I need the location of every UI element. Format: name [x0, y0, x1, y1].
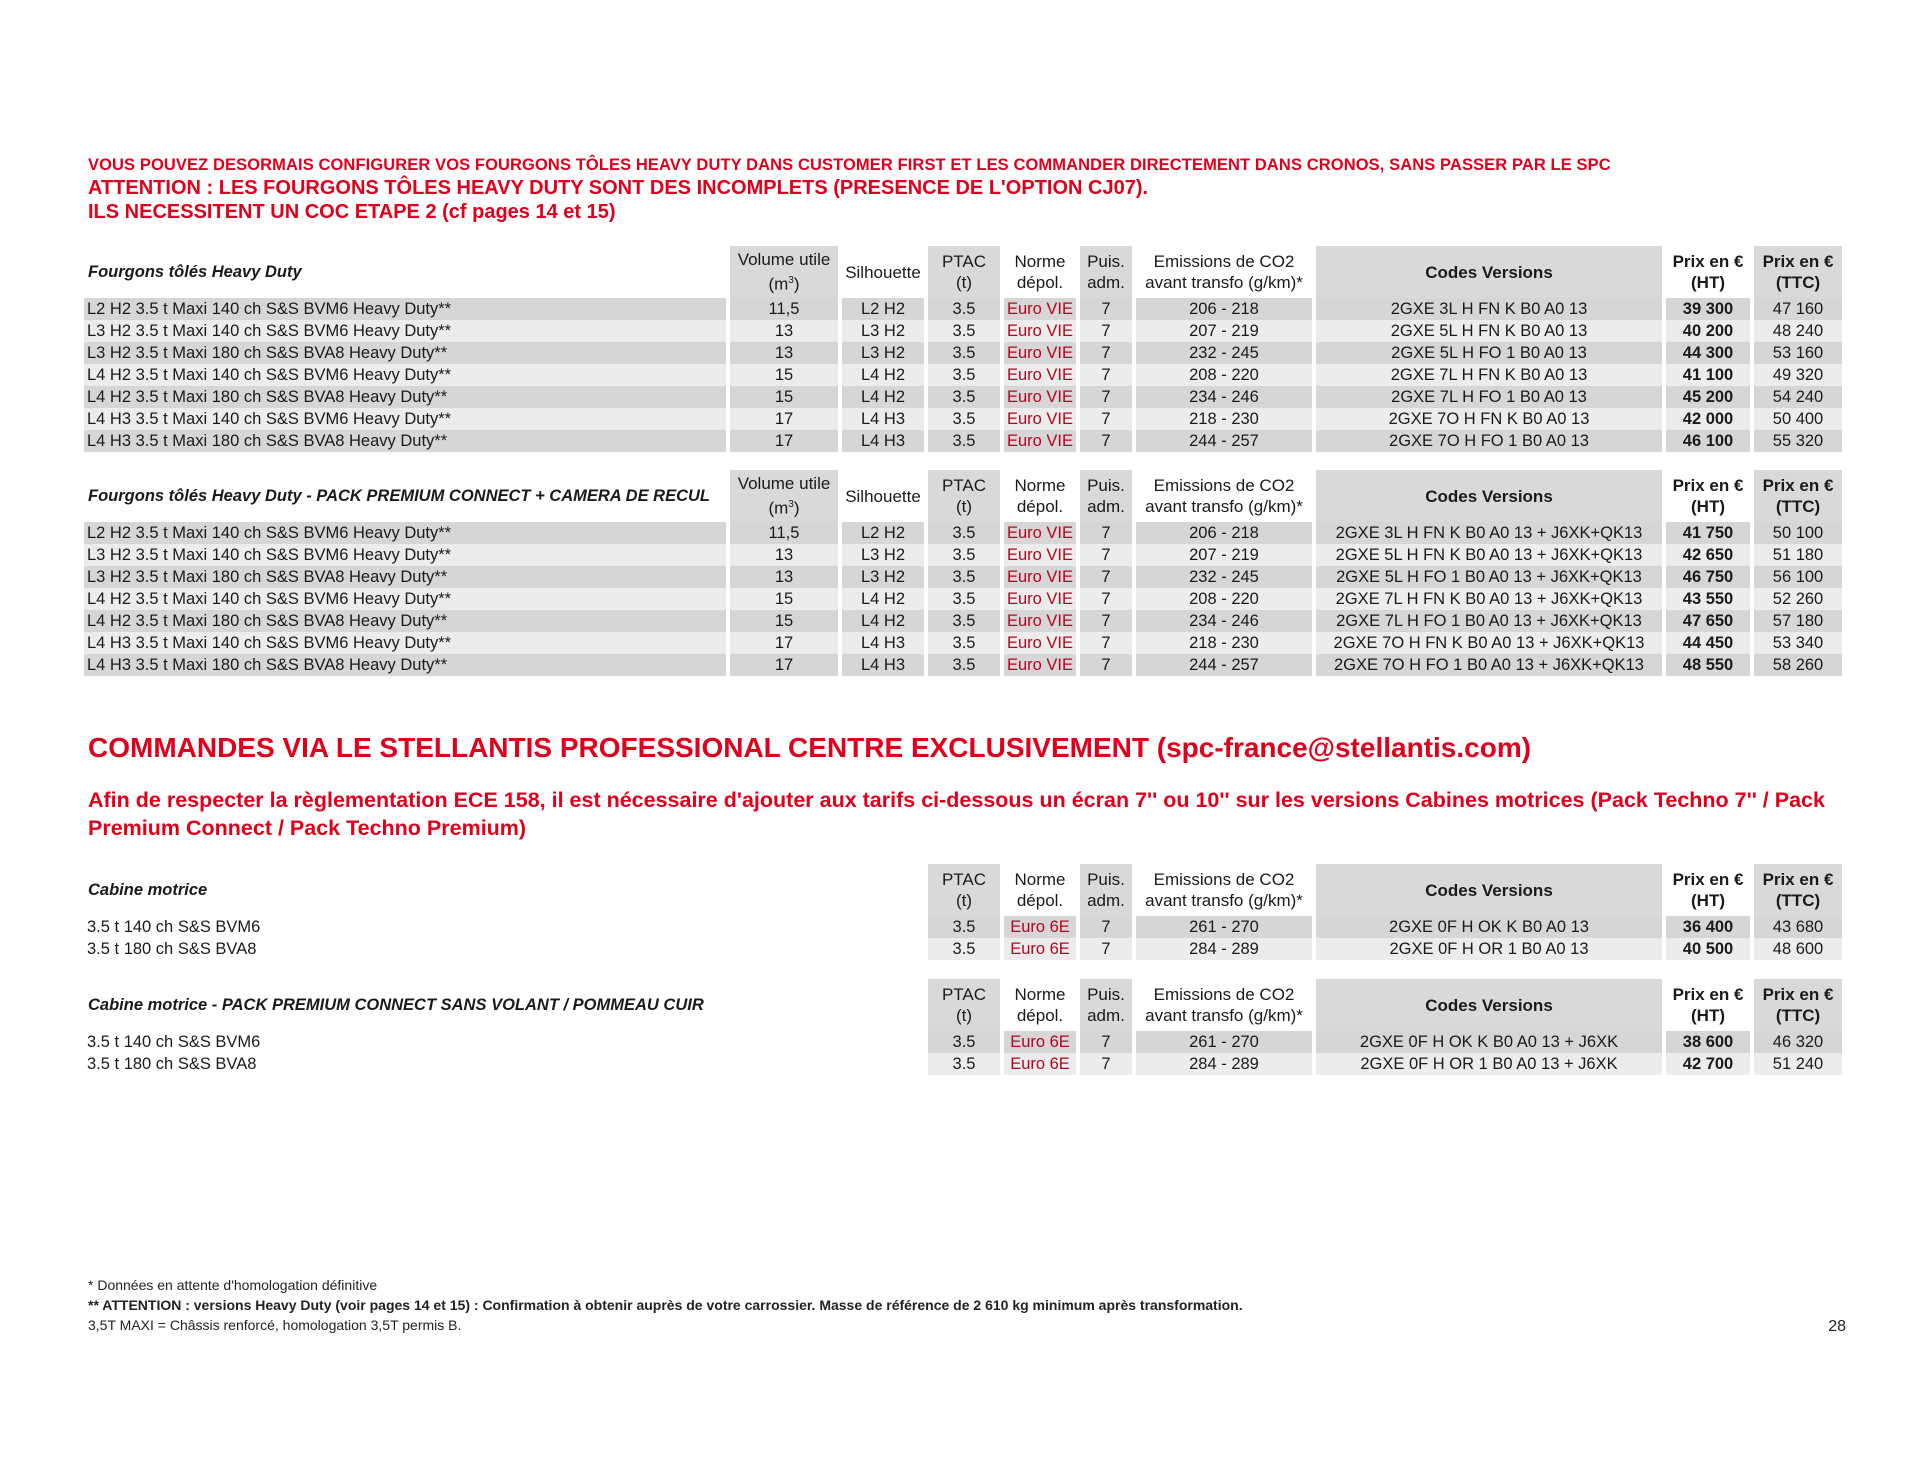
cell-norme: Euro VIE: [1004, 566, 1080, 588]
cell-ht: 45 200: [1666, 386, 1754, 408]
table-cabine-motrice: [84, 864, 1846, 960]
cell-co2: 218 - 230: [1136, 632, 1316, 654]
cell-co2: 261 - 270: [1136, 916, 1316, 938]
table-row: [84, 1053, 1846, 1075]
cell-co2: 284 - 289: [1136, 938, 1316, 960]
note-coc: ILS NECESSITENT UN COC ETAPE 2 (cf pages 14 et 15): [88, 201, 616, 223]
cell-ttc: 58 260: [1754, 654, 1846, 676]
cell-puis: 7: [1080, 430, 1136, 452]
cell-co2: 207 - 219: [1136, 320, 1316, 342]
cell-vol: 13: [730, 342, 842, 364]
cell-puis: 7: [1080, 386, 1136, 408]
cell-ht: 36 400: [1666, 916, 1754, 938]
table-title: Fourgons tôlés Heavy Duty - PACK PREMIUM CONNECT + CAMERA DE RECUL: [88, 486, 711, 505]
cell-ttc: 50 100: [1754, 522, 1846, 544]
table-row: [84, 298, 1846, 320]
cell-vol: 15: [730, 364, 842, 386]
table-title: Fourgons tôlés Heavy Duty: [88, 262, 302, 281]
cell-norme: Euro 6E: [1004, 1053, 1080, 1075]
table-title: Cabine motrice: [88, 880, 208, 899]
col-emissions: Emissions de CO2 avant transfo (g/km)*: [1136, 246, 1316, 298]
col-silhouette: Silhouette: [842, 246, 928, 298]
cell-ht: 47 650: [1666, 610, 1754, 632]
col-norme: Norme dépol.: [1004, 979, 1080, 1031]
cell-norme: Euro VIE: [1004, 386, 1080, 408]
cell-co2: 244 - 257: [1136, 654, 1316, 676]
cell-sil: L4 H3: [842, 430, 928, 452]
cell-norme: Euro VIE: [1004, 364, 1080, 386]
cell-puis: 7: [1080, 342, 1136, 364]
cell-model: L3 H2 3.5 t Maxi 180 ch S&S BVA8 Heavy Duty**: [84, 566, 730, 588]
cell-code: 2GXE 7O H FO 1 B0 A0 13: [1316, 430, 1666, 452]
cell-ptac: 3.5: [928, 588, 1004, 610]
cell-ptac: 3.5: [928, 566, 1004, 588]
cell-ht: 46 750: [1666, 566, 1754, 588]
cell-sil: L4 H3: [842, 632, 928, 654]
cell-co2: 234 - 246: [1136, 386, 1316, 408]
cell-code: 2GXE 0F H OK K B0 A0 13: [1316, 916, 1666, 938]
col-volume: Volume utile $(m^3)$: [730, 470, 842, 522]
cell-sil: L2 H2: [842, 522, 928, 544]
cell-ttc: 49 320: [1754, 364, 1846, 386]
cell-sil: L3 H2: [842, 342, 928, 364]
cell-ht: 48 550: [1666, 654, 1754, 676]
col-emissions: Emissions de CO2 avant transfo (g/km)*: [1136, 864, 1316, 916]
header-notes: [88, 154, 1848, 224]
col-ptac: PTAC (t): [928, 470, 1004, 522]
cell-sil: L3 H2: [842, 566, 928, 588]
cell-puis: 7: [1080, 1053, 1136, 1075]
cell-puis: 7: [1080, 610, 1136, 632]
cell-puis: 7: [1080, 916, 1136, 938]
cell-ptac: 3.5: [928, 544, 1004, 566]
footnote-maxi: 3,5T MAXI = Châssis renforcé, homologation 3,5T permis B.: [88, 1317, 462, 1333]
note-attention: ATTENTION : LES FOURGONS TÔLES HEAVY DUTY SONT DES INCOMPLETS (PRESENCE DE L'OPTION CJ07).: [88, 177, 1149, 199]
table-row: [84, 522, 1846, 544]
cell-model: L4 H3 3.5 t Maxi 140 ch S&S BVM6 Heavy Duty**: [84, 408, 730, 430]
col-silhouette: Silhouette: [842, 470, 928, 522]
cell-co2: 208 - 220: [1136, 364, 1316, 386]
table-heavy-duty-pack-premium: [84, 470, 1846, 676]
cell-code: 2GXE 0F H OK K B0 A0 13 + J6XK: [1316, 1031, 1666, 1053]
cell-puis: 7: [1080, 588, 1136, 610]
cell-vol: 13: [730, 320, 842, 342]
cell-sil: L3 H2: [842, 320, 928, 342]
cell-vol: 11,5: [730, 298, 842, 320]
col-puis: Puis. adm.: [1080, 979, 1136, 1031]
cell-model: L4 H3 3.5 t Maxi 140 ch S&S BVM6 Heavy Duty**: [84, 632, 730, 654]
table-row: [84, 386, 1846, 408]
cell-ttc: 55 320: [1754, 430, 1846, 452]
cell-model: L4 H2 3.5 t Maxi 180 ch S&S BVA8 Heavy Duty**: [84, 610, 730, 632]
cell-model: L4 H2 3.5 t Maxi 140 ch S&S BVM6 Heavy Duty**: [84, 588, 730, 610]
table-row: [84, 430, 1846, 452]
cell-co2: 234 - 246: [1136, 610, 1316, 632]
cell-ttc: 54 240: [1754, 386, 1846, 408]
cell-ptac: 3.5: [928, 298, 1004, 320]
cell-ht: 42 000: [1666, 408, 1754, 430]
col-ptac: PTAC (t): [928, 246, 1004, 298]
cell-code: 2GXE 7O H FO 1 B0 A0 13 + J6XK+QK13: [1316, 654, 1666, 676]
cell-model: L2 H2 3.5 t Maxi 140 ch S&S BVM6 Heavy Duty**: [84, 522, 730, 544]
cell-ptac: 3.5: [928, 364, 1004, 386]
cell-code: 2GXE 5L H FN K B0 A0 13 + J6XK+QK13: [1316, 544, 1666, 566]
cell-ht: 39 300: [1666, 298, 1754, 320]
table-row: [84, 320, 1846, 342]
col-norme: Norme dépol.: [1004, 864, 1080, 916]
ece-notice: Afin de respecter la règlementation ECE 158, il est nécessaire d'ajouter aux tarifs ci-dessous un écran 7'' ou 10'' sur les versions Cabines motrices (Pack Techno 7'' / Pack Premium Connect / Pack Techno Premium): [88, 788, 1825, 840]
cell-sil: L4 H3: [842, 654, 928, 676]
cell-ptac: 3.5: [928, 654, 1004, 676]
cell-norme: Euro VIE: [1004, 298, 1080, 320]
cell-model: L4 H3 3.5 t Maxi 180 ch S&S BVA8 Heavy Duty**: [84, 430, 730, 452]
cell-model: L3 H2 3.5 t Maxi 140 ch S&S BVM6 Heavy Duty**: [84, 544, 730, 566]
cell-norme: Euro VIE: [1004, 522, 1080, 544]
cell-code: 2GXE 7L H FN K B0 A0 13 + J6XK+QK13: [1316, 588, 1666, 610]
cell-code: 2GXE 5L H FO 1 B0 A0 13: [1316, 342, 1666, 364]
table-heavy-duty: [84, 246, 1846, 452]
col-ptac: PTAC (t): [928, 864, 1004, 916]
cell-puis: 7: [1080, 654, 1136, 676]
col-prix-ttc: Prix en € (TTC): [1754, 246, 1846, 298]
cell-ptac: 3.5: [928, 320, 1004, 342]
col-prix-ht: Prix en € (HT): [1666, 979, 1754, 1031]
cell-code: 2GXE 5L H FN K B0 A0 13: [1316, 320, 1666, 342]
cell-ttc: 51 240: [1754, 1053, 1846, 1075]
cell-ttc: 57 180: [1754, 610, 1846, 632]
cell-puis: 7: [1080, 544, 1136, 566]
cell-ttc: 51 180: [1754, 544, 1846, 566]
cell-model: L3 H2 3.5 t Maxi 140 ch S&S BVM6 Heavy Duty**: [84, 320, 730, 342]
cell-ttc: 46 320: [1754, 1031, 1846, 1053]
cell-vol: 15: [730, 610, 842, 632]
cell-puis: 7: [1080, 522, 1136, 544]
col-puis: Puis. adm.: [1080, 864, 1136, 916]
cell-co2: 218 - 230: [1136, 408, 1316, 430]
footnote-homologation: * Données en attente d'homologation définitive: [88, 1277, 378, 1293]
col-emissions: Emissions de CO2 avant transfo (g/km)*: [1136, 979, 1316, 1031]
cell-code: 2GXE 7L H FN K B0 A0 13: [1316, 364, 1666, 386]
col-codes: Codes Versions: [1316, 979, 1666, 1031]
cell-ttc: 53 340: [1754, 632, 1846, 654]
table-row: [84, 1031, 1846, 1053]
cell-ptac: 3.5: [928, 610, 1004, 632]
col-emissions: Emissions de CO2 avant transfo (g/km)*: [1136, 470, 1316, 522]
footnotes: [88, 1275, 1243, 1335]
cell-code: 2GXE 0F H OR 1 B0 A0 13: [1316, 938, 1666, 960]
cell-model: 3.5 t 140 ch S&S BVM6: [84, 1031, 928, 1053]
col-codes: Codes Versions: [1316, 246, 1666, 298]
cell-model: 3.5 t 180 ch S&S BVA8: [84, 938, 928, 960]
cell-co2: 232 - 245: [1136, 342, 1316, 364]
table-row: [84, 364, 1846, 386]
cell-puis: 7: [1080, 632, 1136, 654]
cell-vol: 17: [730, 430, 842, 452]
col-codes: Codes Versions: [1316, 864, 1666, 916]
cell-sil: L4 H2: [842, 610, 928, 632]
cell-ht: 44 300: [1666, 342, 1754, 364]
cell-ht: 43 550: [1666, 588, 1754, 610]
cell-norme: Euro VIE: [1004, 588, 1080, 610]
cell-ht: 40 200: [1666, 320, 1754, 342]
table-row: [84, 544, 1846, 566]
cell-norme: Euro VIE: [1004, 610, 1080, 632]
table-row: [84, 654, 1846, 676]
cell-puis: 7: [1080, 298, 1136, 320]
cell-vol: 17: [730, 632, 842, 654]
table-row: [84, 408, 1846, 430]
table-row: [84, 632, 1846, 654]
cell-co2: 207 - 219: [1136, 544, 1316, 566]
cell-ht: 41 100: [1666, 364, 1754, 386]
cell-code: 2GXE 5L H FO 1 B0 A0 13 + J6XK+QK13: [1316, 566, 1666, 588]
cell-puis: 7: [1080, 320, 1136, 342]
cell-ptac: 3.5: [928, 522, 1004, 544]
cell-code: 2GXE 7L H FO 1 B0 A0 13 + J6XK+QK13: [1316, 610, 1666, 632]
cell-ht: 42 650: [1666, 544, 1754, 566]
cell-puis: 7: [1080, 938, 1136, 960]
col-norme: Norme dépol.: [1004, 470, 1080, 522]
col-prix-ttc: Prix en € (TTC): [1754, 979, 1846, 1031]
cell-co2: 206 - 218: [1136, 522, 1316, 544]
cell-code: 2GXE 3L H FN K B0 A0 13: [1316, 298, 1666, 320]
cell-ptac: 3.5: [928, 938, 1004, 960]
cell-puis: 7: [1080, 364, 1136, 386]
cell-sil: L4 H3: [842, 408, 928, 430]
cell-vol: 15: [730, 588, 842, 610]
cell-norme: Euro 6E: [1004, 938, 1080, 960]
cell-vol: 11,5: [730, 522, 842, 544]
col-prix-ht: Prix en € (HT): [1666, 470, 1754, 522]
col-ptac: PTAC (t): [928, 979, 1004, 1031]
cell-ttc: 56 100: [1754, 566, 1846, 588]
col-prix-ttc: Prix en € (TTC): [1754, 864, 1846, 916]
cell-norme: Euro 6E: [1004, 916, 1080, 938]
cell-norme: Euro VIE: [1004, 632, 1080, 654]
cell-puis: 7: [1080, 566, 1136, 588]
cell-ttc: 53 160: [1754, 342, 1846, 364]
footnote-heavy-duty: ** ATTENTION : versions Heavy Duty (voir pages 14 et 15) : Confirmation à obtenir auprès de votre carrossier. Masse de référence de 2 610 kg minimum après transformation.: [88, 1297, 1243, 1313]
cell-co2: 232 - 245: [1136, 566, 1316, 588]
page-number: 28: [1828, 1318, 1846, 1335]
cell-norme: Euro VIE: [1004, 320, 1080, 342]
col-norme: Norme dépol.: [1004, 246, 1080, 298]
cell-ht: 44 450: [1666, 632, 1754, 654]
cell-ptac: 3.5: [928, 1031, 1004, 1053]
col-volume: Volume utile $(m^3)$: [730, 246, 842, 298]
cell-ttc: 48 240: [1754, 320, 1846, 342]
cell-sil: L3 H2: [842, 544, 928, 566]
cell-model: L4 H2 3.5 t Maxi 140 ch S&S BVM6 Heavy Duty**: [84, 364, 730, 386]
cell-ht: 41 750: [1666, 522, 1754, 544]
note-configure: VOUS POUVEZ DESORMAIS CONFIGURER VOS FOURGONS TÔLES HEAVY DUTY DANS CUSTOMER FIRST ET LES COMMANDER DIRECTEMENT DANS CRONOS, SANS PASSER PAR LE SPC: [88, 156, 1611, 174]
cell-sil: L4 H2: [842, 386, 928, 408]
table-title: Cabine motrice - PACK PREMIUM CONNECT SANS VOLANT / POMMEAU CUIR: [88, 995, 704, 1014]
cell-ptac: 3.5: [928, 386, 1004, 408]
cell-puis: 7: [1080, 408, 1136, 430]
cell-ttc: 50 400: [1754, 408, 1846, 430]
cell-code: 2GXE 0F H OR 1 B0 A0 13 + J6XK: [1316, 1053, 1666, 1075]
cell-norme: Euro 6E: [1004, 1031, 1080, 1053]
cell-ttc: 47 160: [1754, 298, 1846, 320]
table-cabine-motrice-pack: [84, 979, 1846, 1075]
col-puis: Puis. adm.: [1080, 246, 1136, 298]
cell-ht: 42 700: [1666, 1053, 1754, 1075]
cell-co2: 261 - 270: [1136, 1031, 1316, 1053]
col-prix-ht: Prix en € (HT): [1666, 246, 1754, 298]
cell-sil: L2 H2: [842, 298, 928, 320]
table-row: [84, 342, 1846, 364]
col-prix-ht: Prix en € (HT): [1666, 864, 1754, 916]
cell-co2: 206 - 218: [1136, 298, 1316, 320]
cell-ht: 46 100: [1666, 430, 1754, 452]
cell-co2: 208 - 220: [1136, 588, 1316, 610]
cell-vol: 13: [730, 566, 842, 588]
table-row: [84, 588, 1846, 610]
cell-co2: 284 - 289: [1136, 1053, 1316, 1075]
cell-model: L4 H2 3.5 t Maxi 180 ch S&S BVA8 Heavy Duty**: [84, 386, 730, 408]
table-row: [84, 938, 1846, 960]
cell-vol: 15: [730, 386, 842, 408]
table-row: [84, 916, 1846, 938]
cell-ptac: 3.5: [928, 1053, 1004, 1075]
cell-model: 3.5 t 140 ch S&S BVM6: [84, 916, 928, 938]
col-codes: Codes Versions: [1316, 470, 1666, 522]
cell-ptac: 3.5: [928, 430, 1004, 452]
cell-code: 2GXE 7L H FO 1 B0 A0 13: [1316, 386, 1666, 408]
cell-ttc: 48 600: [1754, 938, 1846, 960]
cell-sil: L4 H2: [842, 364, 928, 386]
cell-code: 2GXE 7O H FN K B0 A0 13: [1316, 408, 1666, 430]
cell-norme: Euro VIE: [1004, 544, 1080, 566]
cell-ttc: 43 680: [1754, 916, 1846, 938]
cell-sil: L4 H2: [842, 588, 928, 610]
cell-ptac: 3.5: [928, 342, 1004, 364]
cell-ht: 40 500: [1666, 938, 1754, 960]
cell-model: L2 H2 3.5 t Maxi 140 ch S&S BVM6 Heavy Duty**: [84, 298, 730, 320]
table-row: [84, 610, 1846, 632]
cell-norme: Euro VIE: [1004, 654, 1080, 676]
cell-norme: Euro VIE: [1004, 342, 1080, 364]
cell-ptac: 3.5: [928, 916, 1004, 938]
spc-title: COMMANDES VIA LE STELLANTIS PROFESSIONAL CENTRE EXCLUSIVEMENT (spc-france@stellantis.com): [88, 732, 1532, 763]
cell-co2: 244 - 257: [1136, 430, 1316, 452]
col-prix-ttc: Prix en € (TTC): [1754, 470, 1846, 522]
col-puis: Puis. adm.: [1080, 470, 1136, 522]
cell-vol: 13: [730, 544, 842, 566]
cell-code: 2GXE 7O H FN K B0 A0 13 + J6XK+QK13: [1316, 632, 1666, 654]
cell-model: L4 H3 3.5 t Maxi 180 ch S&S BVA8 Heavy Duty**: [84, 654, 730, 676]
cell-ptac: 3.5: [928, 408, 1004, 430]
cell-model: 3.5 t 180 ch S&S BVA8: [84, 1053, 928, 1075]
cell-model: L3 H2 3.5 t Maxi 180 ch S&S BVA8 Heavy Duty**: [84, 342, 730, 364]
cell-vol: 17: [730, 654, 842, 676]
cell-norme: Euro VIE: [1004, 430, 1080, 452]
cell-puis: 7: [1080, 1031, 1136, 1053]
table-row: [84, 566, 1846, 588]
cell-ht: 38 600: [1666, 1031, 1754, 1053]
cell-ttc: 52 260: [1754, 588, 1846, 610]
cell-norme: Euro VIE: [1004, 408, 1080, 430]
cell-vol: 17: [730, 408, 842, 430]
cell-code: 2GXE 3L H FN K B0 A0 13 + J6XK+QK13: [1316, 522, 1666, 544]
cell-ptac: 3.5: [928, 632, 1004, 654]
